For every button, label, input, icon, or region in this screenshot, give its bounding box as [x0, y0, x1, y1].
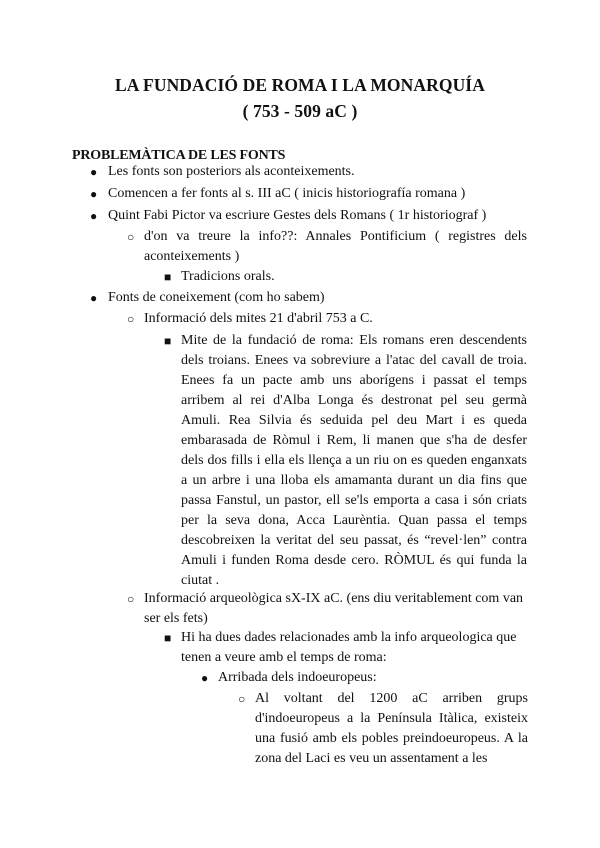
bullet-circle-icon: ○: [127, 230, 135, 244]
bullet-disc-icon: ●: [90, 187, 98, 201]
section-heading: PROBLEMÀTICA DE LES FONTS: [72, 148, 286, 163]
list-item-comencen: Comencen a fer fonts al s. III aC ( inicis historiografía romana ): [108, 186, 466, 201]
list-item-tradicions: Tradicions orals.: [181, 269, 275, 284]
bullet-disc-icon: ●: [201, 671, 209, 685]
document-date-range: ( 753 - 509 aC ): [242, 101, 358, 121]
bullet-square-icon: ■: [164, 631, 172, 645]
bullet-circle-icon: ○: [238, 692, 246, 706]
list-item-informacio-arqueologica: Informació arqueològica sX-IX aC. (ens diu veritablement com van ser els fets): [144, 591, 524, 626]
list-item-don-va-treure: d'on va treure la info??: Annales Pontificium ( registres dels aconteixements ): [144, 229, 527, 264]
list-item-hi-ha-dues: Hi ha dues dades relacionades amb la info arqueologica que tenen a veure amb el temps de roma:: [181, 630, 517, 665]
bullet-disc-icon: ●: [90, 165, 98, 179]
bullet-square-icon: ■: [164, 270, 172, 284]
list-item-fonts-coneixement: Fonts de coneixement (com ho sabem): [108, 290, 325, 305]
bullet-disc-icon: ●: [90, 291, 98, 305]
document-title: LA FUNDACIÓ DE ROMA I LA MONARQUÍA: [115, 75, 485, 95]
list-item-quint-fabi: Quint Fabi Pictor va escriure Gestes dels Romans ( 1r historiograf ): [108, 208, 487, 223]
bullet-disc-icon: ●: [90, 209, 98, 223]
list-item-arribada: Arribada dels indoeuropeus:: [218, 670, 377, 685]
bullet-circle-icon: ○: [127, 592, 135, 606]
bullet-circle-icon: ○: [127, 312, 135, 326]
list-item-fonts-posteriors: Les fonts son posteriors als aconteixements.: [108, 164, 355, 179]
list-item-informacio-mites: Informació dels mites 21 d'abril 753 a C.: [144, 311, 373, 326]
list-item-al-voltant: Al voltant del 1200 aC arriben grups d'indoeuropeus a la Península Itàlica, existeix una fusió amb els pobles preindoeuropeus. A la zona del Laci es veu un assentament a les: [255, 691, 528, 766]
list-item-mite-fundacio: Mite de la fundació de roma: Els romans eren descendents dels troians. Enees va sobreviure a l'atac del cavall de troia. Enees fa un pacte amb uns aborígens i passat el temps arribem al rei d'Alba Longa és destronat pel seu germà Amuli. Rea Silvia és seduida pel deu Mart i es queda embarasada de Ròmul i Rem, li manen que s'ha de desfer dels dos fills i ella els llença a un riu on es queden enganxats a un arbre i una lloba els amamanta durant un dia fins que passa Fanstul, un pastor, ell se'ls emporta a casa i són criats per la seva dona, Acca Laurèntia. Quan passa el temps descobreixen la veritat del seu passat, és “revel·len” contra Amuli i funden Roma desde cero. RÒMUL és qui funda la ciutat .: [181, 333, 527, 588]
bullet-square-icon: ■: [164, 334, 172, 348]
